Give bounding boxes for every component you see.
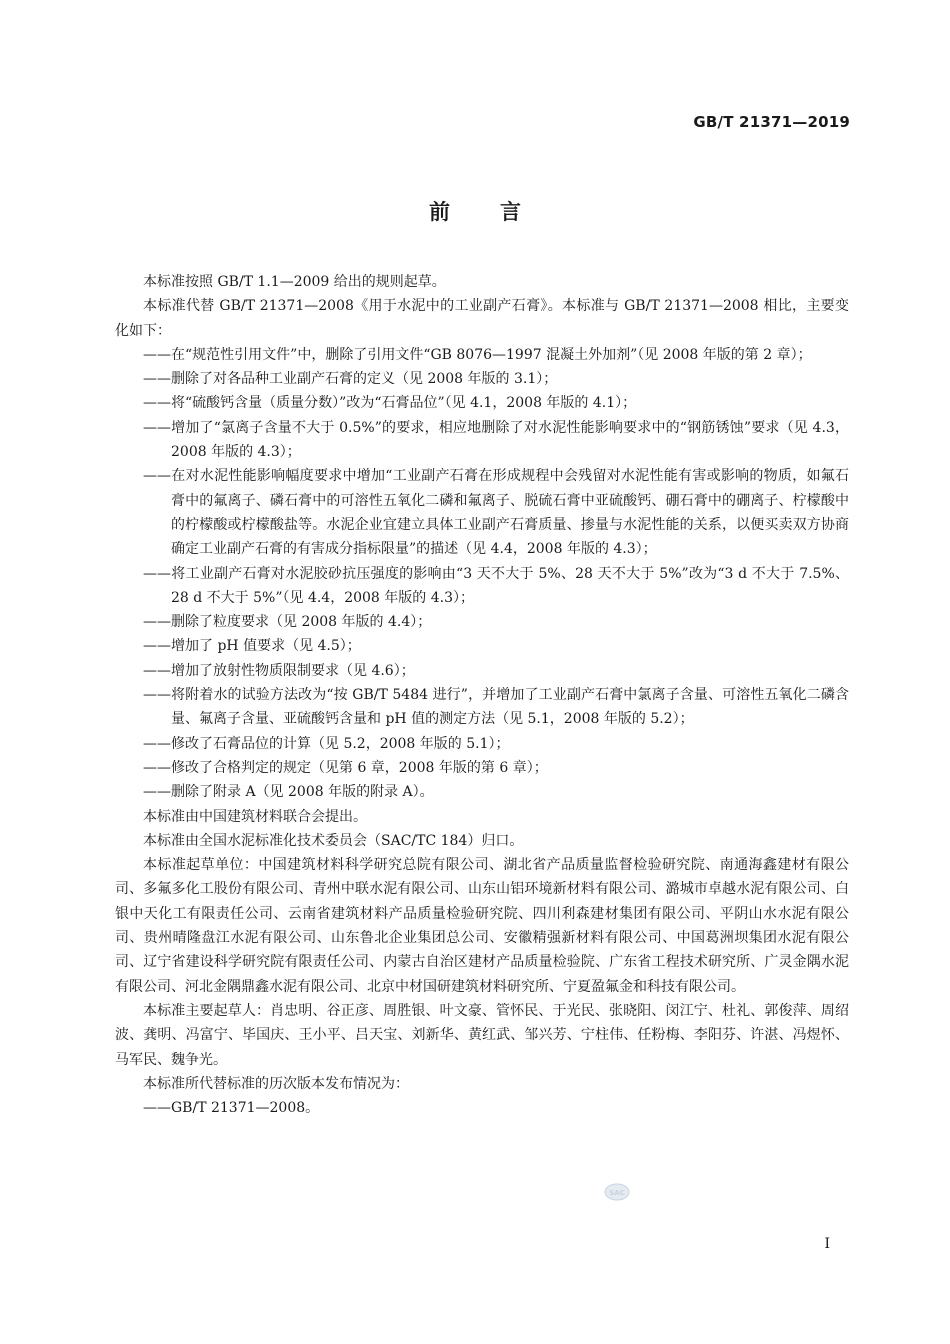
change-item: ——增加了 pH 值要求（见 4.5）； bbox=[143, 638, 361, 655]
paragraph-drafting-rules: 本标准按照 GB/T 1.1—2009 给出的规则起草。 bbox=[143, 274, 446, 290]
change-item: ——增加了放射性物质限制要求（见 4.6）； bbox=[143, 662, 415, 679]
standard-number: GB/T 21371—2019 bbox=[693, 113, 850, 131]
paragraph-history: 本标准所代替标准的历次版本发布情况为： bbox=[143, 1075, 409, 1092]
page-number: I bbox=[824, 1236, 830, 1252]
page-title bbox=[0, 196, 950, 226]
title-char-2: 言 bbox=[500, 200, 521, 224]
change-item: ——将附着水的试验方法改为“按 GB/T 5484 进行”，并增加了工业副产石膏中氯离子含量、可溶性五氧化二磷含量、氟离子含量、亚硫酸钙含量和 pH 值的测定方法（见 5.1，2008 年版的 5.2）； bbox=[143, 687, 849, 728]
change-item: ——修改了合格判定的规定（见第 6 章，2008 年版的第 6 章）； bbox=[143, 759, 548, 776]
sac-watermark-icon bbox=[604, 1183, 630, 1201]
watermark-text: SAC bbox=[609, 1189, 625, 1197]
change-item: ——在对水泥性能影响幅度要求中增加“工业副产石膏在形成规程中会残留对水泥性能有害或影响的物质，如氟石膏中的氟离子、磷石膏中的可溶性五氧化二磷和氟离子、脱硫石膏中亚硫酸钙、硼石膏中的硼离子、柠檬酸中的柠檬酸或柠檬酸盐等。水泥企业宜建立具体工业副产石膏质量、掺量与水泥性能的关系，以便买卖双方协商确定工业副产石膏的有害成分指标限量”的描述（见 4.4，2008 年版的 4.3）； bbox=[143, 468, 849, 558]
paragraph-proposer: 本标准由中国建筑材料联合会提出。 bbox=[143, 808, 367, 825]
change-item: ——删除了附录 A（见 2008 年版的附录 A）。 bbox=[143, 784, 434, 801]
change-item: ——删除了粒度要求（见 2008 年版的 4.4）； bbox=[143, 614, 432, 631]
change-item: ——将“硫酸钙含量（质量分数）”改为“石膏品位”（见 4.1，2008 年版的 4.1）； bbox=[143, 395, 637, 412]
change-item: ——删除了对各品种工业副产石膏的定义（见 2008 年版的 3.1）； bbox=[143, 371, 558, 388]
change-item: ——修改了石膏品位的计算（见 5.2，2008 年版的 5.1）； bbox=[143, 735, 510, 752]
change-item: ——将工业副产石膏对水泥胶砂抗压强度的影响由“3 天不大于 5%、28 天不大于 5%”改为“3 d 不大于 7.5%、28 d 不大于 5%”（见 4.4，2008 年版的 4.3）； bbox=[143, 565, 849, 606]
paragraph-committee: 本标准由全国水泥标准化技术委员会（SAC/TC 184）归口。 bbox=[143, 832, 524, 849]
title-char-1: 前 bbox=[429, 200, 450, 224]
foreword-body bbox=[115, 270, 849, 1120]
change-item: ——在“规范性引用文件”中，删除了引用文件“GB 8076—1997 混凝土外加剂”（见 2008 年版的第 2 章）； bbox=[143, 346, 812, 363]
change-item: ——增加了“氯离子含量不大于 0.5%”的要求，相应地删除了对水泥性能影响要求中的“钢筋锈蚀”要求（见 4.3，2008 年版的 4.3）； bbox=[143, 419, 849, 461]
paragraph-drafters: 本标准主要起草人：肖忠明、谷正彦、周胜银、叶文豪、管怀民、于光民、张晓阳、闵江宁、杜礼、郭俊萍、周绍波、龚明、冯富宁、毕国庆、王小平、吕天宝、刘新华、黄红武、邹兴芳、宁柱伟、任粉梅、李阳芬、许湛、冯煜怀、马军民、魏争光。 bbox=[115, 1002, 849, 1068]
paragraph-replacement: 本标准代替 GB/T 21371—2008《用于水泥中的工业副产石膏》。本标准与 GB/T 21371—2008 相比，主要变化如下： bbox=[115, 298, 849, 339]
paragraph-drafting-units: 本标准起草单位：中国建筑材料科学研究总院有限公司、湖北省产品质量监督检验研究院、南通海鑫建材有限公司、多氟多化工股份有限公司、青州中联水泥有限公司、山东山铝环境新材料有限公司、潞城市卓越水泥有限公司、白银中天化工有限责任公司、云南省建筑材料产品质量检验研究院、四川利森建材集团有限公司、平阴山水水泥有限公司、贵州晴隆盘江水泥有限公司、山东鲁北企业集团总公司、安徽精强新材料有限公司、中国葛洲坝集团水泥有限公司、辽宁省建设科学研究院有限责任公司、内蒙古自治区建材产品质量检验院、广东省工程技术研究所、广灵金隅水泥有限公司、河北金隅鼎鑫水泥有限公司、北京中材国研建筑材料研究所、宁夏盈氟金和科技有限公司。 bbox=[115, 857, 849, 995]
history-item: ——GB/T 21371—2008。 bbox=[143, 1100, 320, 1117]
